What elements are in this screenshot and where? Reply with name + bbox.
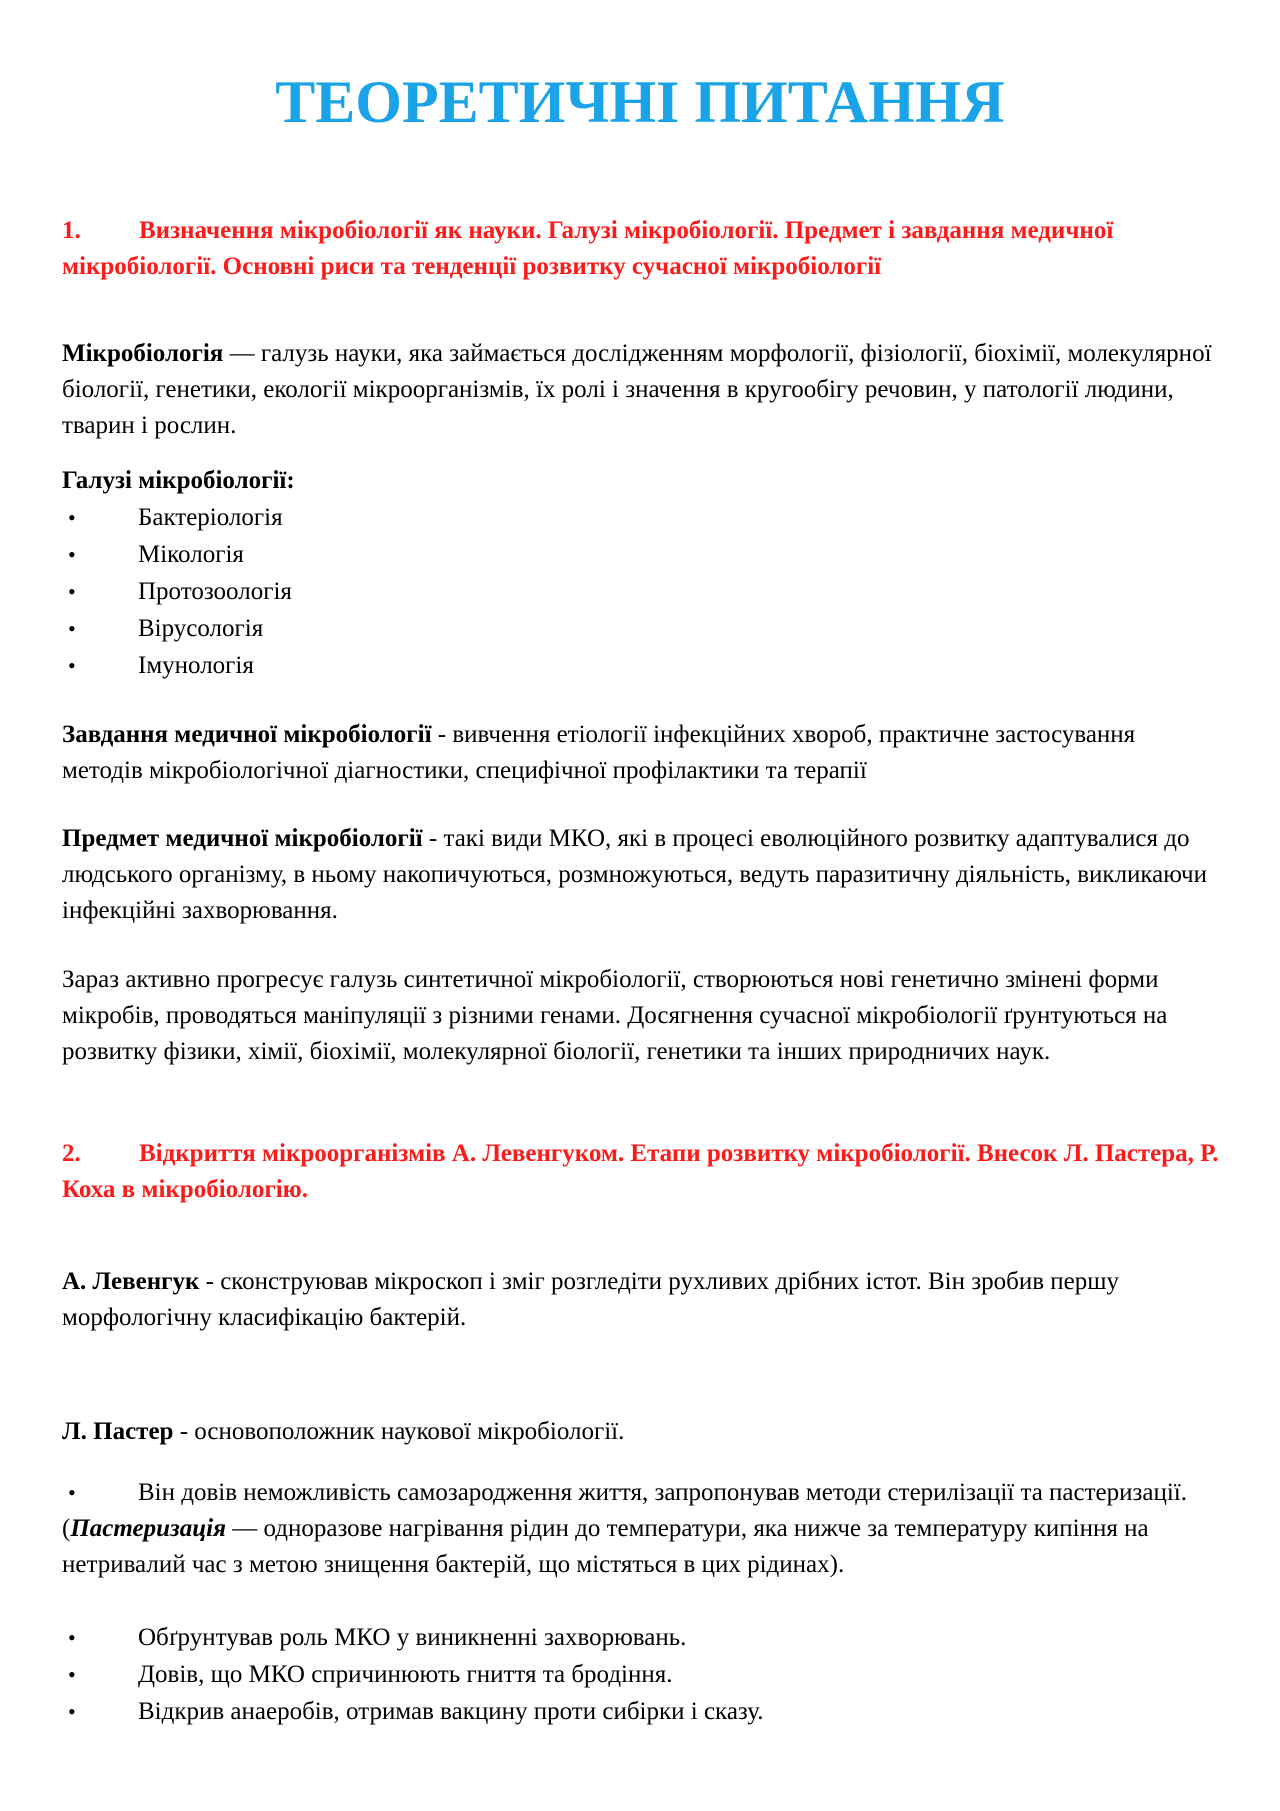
- pasteur-paragraph: [62, 1414, 1222, 1450]
- list-item: • Мікологія: [62, 536, 1222, 573]
- tasks-paragraph: [62, 717, 1222, 789]
- bullet-icon: •: [68, 653, 76, 678]
- document-title: ТЕОРЕТИЧНІ ПИТАННЯ: [275, 69, 1005, 135]
- leeuwenhoek-term: А. Левенгук: [62, 1268, 200, 1295]
- pasteur-list: [62, 1619, 1222, 1730]
- bullet-icon: •: [68, 505, 76, 530]
- bullet-icon: •: [68, 1662, 76, 1687]
- tasks-text: - вивчення етіології інфекційних хвороб, практичне застосування методів мікробіологічної діагностики, специфічної профілактики та терапії: [62, 721, 1136, 784]
- list-item: • Протозоологія: [62, 573, 1222, 610]
- section-2-heading-text: Відкриття мікроорганізмів А. Левенгуком. Етапи розвитку мікробіології. Внесок Л. Пастера, Р. Коха в мікробіологію.: [62, 1140, 1219, 1203]
- bullet-icon: •: [68, 616, 76, 641]
- list-item: • Вірусологія: [62, 610, 1222, 647]
- tasks-term: Завдання медичної мікробіології: [62, 721, 432, 748]
- list-item: • Відкрив анаеробів, отримав вакцину проти сибірки і сказу.: [62, 1693, 1222, 1730]
- branches-list: [62, 499, 1222, 684]
- bullet-icon: •: [68, 542, 76, 567]
- section-2-number: 2.: [62, 1140, 81, 1167]
- subject-text: - такі види МКО, які в процесі еволюційного розвитку адаптувалися до людського організму, в ньому накопичуються, розмножуються, ведуть паразитичну діяльність, викликаючи інфекційні захворювання.: [62, 825, 1207, 924]
- section-2-heading: [62, 1136, 1222, 1208]
- bullet-icon: •: [68, 579, 76, 604]
- list-item: • Бактеріологія: [62, 499, 1222, 536]
- subject-term: Предмет медичної мікробіології: [62, 825, 423, 852]
- pasteur-text: - основоположник наукової мікробіології.: [173, 1418, 625, 1445]
- trends-paragraph: Зараз активно прогресує галузь синтетичної мікробіології, створюються нові генетично змінені форми мікробів, проводяться маніпуляції з різними генами. Досягнення сучасної мікробіології ґрунтуються на розвитку фізики, хімії, біохімії, молекулярної біології, генетики та інших природничих наук.: [62, 966, 1168, 1065]
- bullet-icon: •: [68, 1625, 76, 1650]
- pasteurization-term: Пастеризація: [70, 1515, 226, 1542]
- definition-text: — галузь науки, яка займається дослідженням морфології, фізіології, біохімії, молекулярної біології, генетики, екології мікроорганізмів, їх ролі і значення в кругообігу речовин, у патології людини, тварин і рослин.: [62, 340, 1212, 439]
- bullet-icon: •: [68, 1480, 76, 1505]
- branches-label: Галузі мікробіології:: [62, 467, 295, 494]
- subject-paragraph: [62, 821, 1222, 929]
- pasteur-bullet-first: • Він довів неможливість самозародження життя, запропонував методи стерилізації та пастеризації. (Пастеризація — одноразове нагрівання рідин до температури, яка нижче за температуру кипіння на нетривалий час з метою знищення бактерій, що містяться в цих рідинах).: [62, 1475, 1222, 1583]
- pasteur-term: Л. Пастер: [62, 1418, 174, 1445]
- section-1-heading-text: Визначення мікробіології як науки. Галузі мікробіології. Предмет і завдання медичної мікробіології. Основні риси та тенденції розвитку сучасної мікробіології: [62, 217, 1114, 280]
- definition-paragraph: [62, 336, 1222, 444]
- leeuwenhoek-text: - сконструював мікроскоп і зміг розгледіти рухливих дрібних істот. Він зробив першу морфологічну класифікацію бактерій.: [62, 1268, 1120, 1331]
- list-item: • Довів, що МКО спричинюють гниття та бродіння.: [62, 1656, 1222, 1693]
- section-1-heading: [62, 213, 1222, 285]
- list-item: • Обґрунтував роль МКО у виникненні захворювань.: [62, 1619, 1222, 1656]
- section-1-number: 1.: [62, 217, 81, 244]
- leeuwenhoek-paragraph: [62, 1264, 1222, 1336]
- bullet-icon: •: [68, 1699, 76, 1724]
- definition-term: Мікробіологія: [62, 340, 224, 367]
- list-item: • Імунологія: [62, 647, 1222, 684]
